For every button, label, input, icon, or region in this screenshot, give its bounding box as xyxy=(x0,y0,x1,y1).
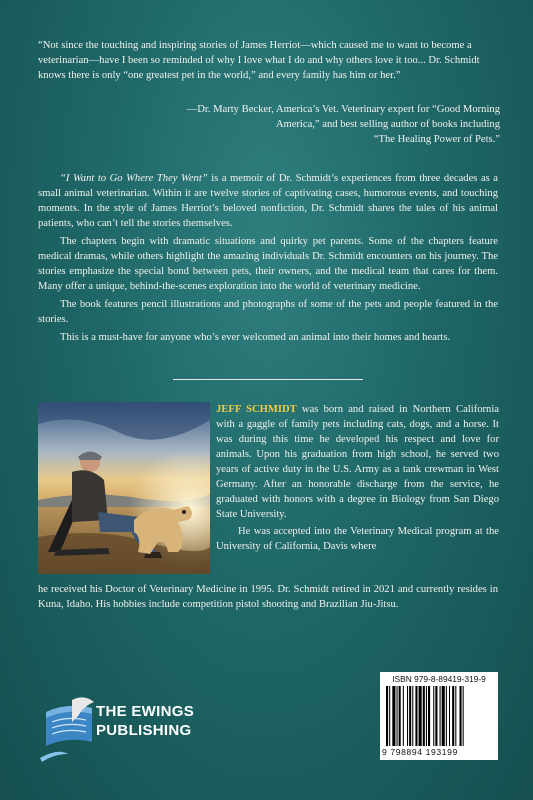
publisher-name-line-2: PUBLISHING xyxy=(96,722,192,739)
book-quill-icon xyxy=(38,692,98,762)
book-title-italic: “I Want to Go Where They Went” xyxy=(60,173,208,184)
description-paragraph-1-text: is a memoir of Dr. Schmidt’s experiences from three decades as a small animal veterinarian. Within it are twelve stories of captivating cases, humorous events, and touching moments. In the style of James Herriot’s beloved nonfiction, Dr. Schmidt shares the tales of his animal patients, who can’t tell the stories themselves. xyxy=(38,173,499,229)
author-name: JEFF SCHMIDT xyxy=(216,404,297,415)
description-paragraph-3: The book features pencil illustrations and photographs of some of the pets and people featured in the stories. xyxy=(38,299,498,325)
description-paragraph-2: The chapters begin with dramatic situations and quirky pet parents. Some of the chapters feature medical dramas, while others highlight the amazing individuals Dr. Schmidt encounters on his journey. The stories emphasize the special bond between pets, their owners, and the medical team that cares for them. Many offer a unique, behind-the-scenes exploration into the world of veterinary medicine. xyxy=(38,236,498,292)
description-paragraph-4: This is a must-have for anyone who’s ever welcomed an animal into their homes and hearts. xyxy=(60,332,451,343)
endorsement-attribution xyxy=(150,102,500,148)
isbn-barcode xyxy=(380,672,498,760)
publisher-name-line-1: THE EWINGS xyxy=(96,703,195,720)
isbn-label: ISBN 979-8-89419-319-9 xyxy=(392,674,486,684)
barcode-bars xyxy=(386,686,492,746)
author-bio-paragraph-1-text: was born and raised in Northern California with a gaggle of family pets including cats, dogs, and a horse. It was during this time he developed his respect and love for animals. Upon his graduation from high school, he served two years of active duty in the U.S. Army as a tank crewman in West Germany. After an honorable discharge from the service, he graduated with honors with a degree in Biology from San Diego State University. xyxy=(216,404,499,520)
endorsement-quote-text: “Not since the touching and inspiring stories of James Herriot—which caused me to want to become a veterinarian—have I been so reminded of why I love what I do and why others love it too... Dr. Schmidt knows there is only “one greatest pet in the world,” and every family has him or her.” xyxy=(38,40,480,82)
book-description xyxy=(38,171,498,348)
description-paragraph-1 xyxy=(38,171,498,231)
endorsement-quote xyxy=(38,38,498,84)
attribution-line-1: —Dr. Marty Becker, America’s Vet. Veterinary expert for “Good Morning xyxy=(186,104,500,115)
author-bio-top xyxy=(216,402,499,554)
author-photo xyxy=(38,402,210,574)
publisher-logo xyxy=(38,692,238,762)
author-bio-paragraph-1 xyxy=(216,402,499,522)
author-bio-bottom xyxy=(38,582,498,612)
section-divider xyxy=(173,379,363,380)
publisher-name xyxy=(96,702,194,740)
author-bio-paragraph-2-start: He was accepted into the Veterinary Medical program at the University of California, Davis where xyxy=(216,526,499,552)
attribution-line-3: “The Healing Power of Pets.” xyxy=(373,134,500,146)
author-bio-paragraph-2-rest: he received his Doctor of Veterinary Medicine in 1995. Dr. Schmidt retired in 2021 and currently resides in Kuna, Idaho. His hobbies include competition pistol shooting and Brazilian Jiu-Jitsu. xyxy=(38,584,498,610)
author-photo-illustration xyxy=(38,402,210,574)
isbn-digits: 9 798894 193199 xyxy=(382,747,458,757)
attribution-line-2: America,” and best selling author of books including xyxy=(275,119,500,131)
